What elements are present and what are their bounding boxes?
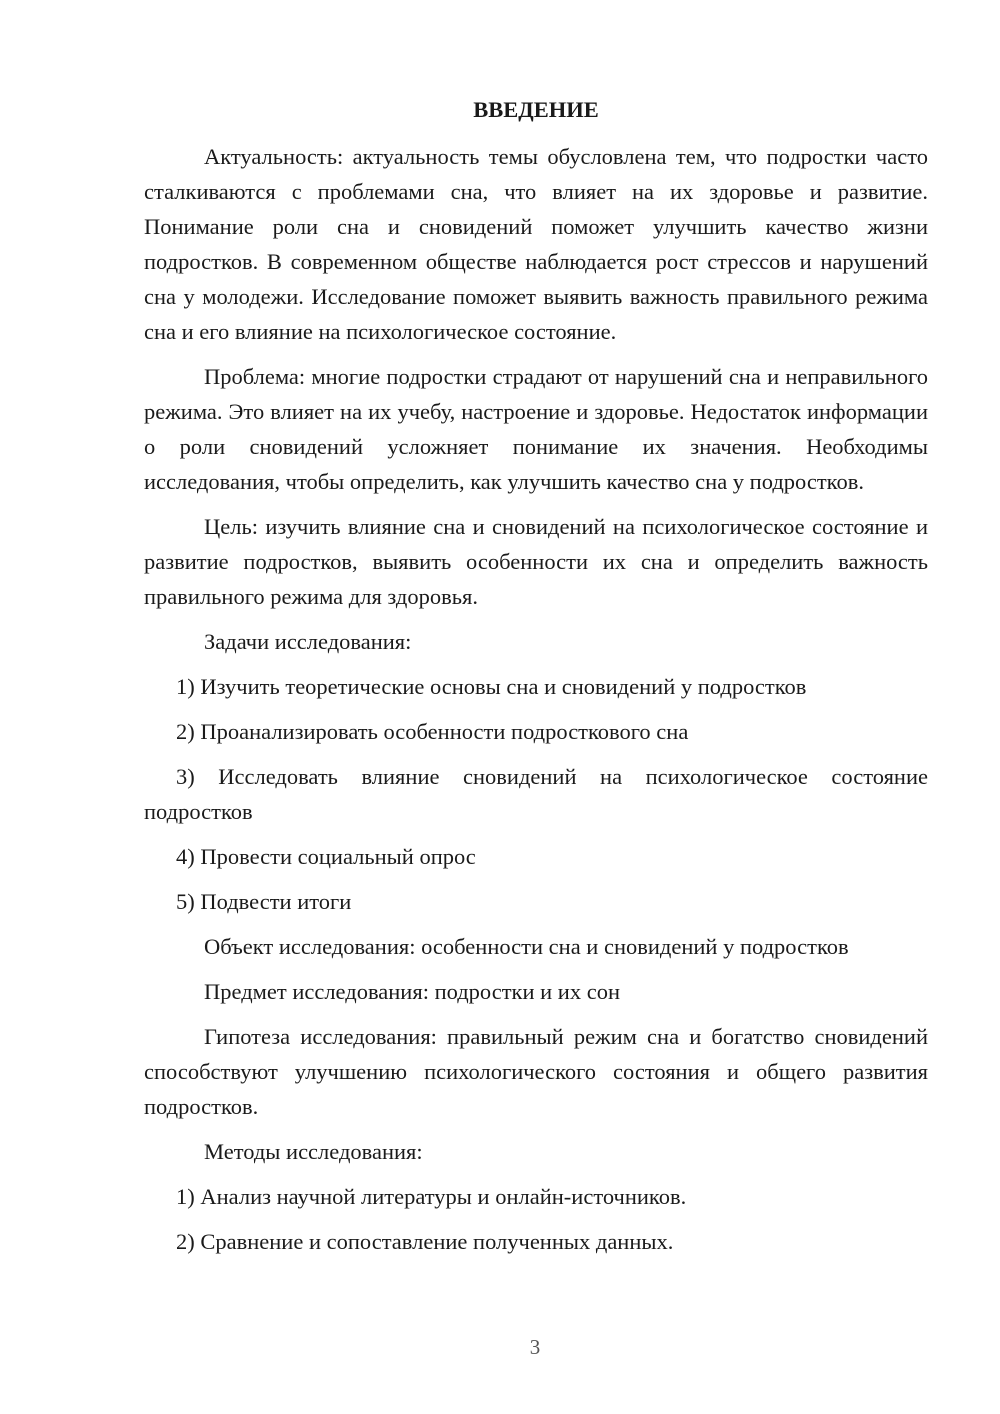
object-paragraph: Объект исследования: особенности сна и сновидений у подростков	[204, 934, 849, 959]
goal-paragraph: Цель: изучить влияние сна и сновидений на психологическое состояние и развитие подростков, выявить особенности их сна и определить важность правильного режима для здоровья.	[144, 514, 928, 609]
hypothesis-paragraph: Гипотеза исследования: правильный режим сна и богатство сновидений способствуют улучшению психологического состояния и общего развития подростков.	[144, 1024, 928, 1119]
task-item: 4) Провести социальный опрос	[176, 844, 476, 869]
task-item: 3) Исследовать влияние сновидений на психологическое состояние подростков	[144, 764, 928, 824]
task-item: 5) Подвести итоги	[176, 889, 352, 914]
page-number: 3	[529, 1335, 541, 1359]
method-item: 1) Анализ научной литературы и онлайн-источников.	[176, 1184, 687, 1209]
task-item: 2) Проанализировать особенности подросткового сна	[176, 719, 689, 744]
section-title: ВВЕДЕНИЕ	[473, 97, 599, 122]
relevance-paragraph: Актуальность: актуальность темы обусловлена тем, что подростки часто сталкиваются с проблемами сна, что влияет на их здоровье и развитие. Понимание роли сна и сновидений поможет улучшить качество жизни подростков. В современном обществе наблюдается рост стрессов и нарушений сна у молодежи. Исследование поможет выявить важность правильного режима сна и его влияние на психологическое состояние.	[144, 144, 928, 344]
tasks-heading: Задачи исследования:	[204, 629, 412, 654]
problem-paragraph: Проблема: многие подростки страдают от нарушений сна и неправильного режима. Это влияет на их учебу, настроение и здоровье. Недостаток информации о роли сновидений усложняет понимание их значения. Необходимы исследования, чтобы определить, как улучшить качество сна у подростков.	[144, 364, 928, 494]
method-item: 2) Сравнение и сопоставление полученных данных.	[176, 1229, 674, 1254]
task-item: 1) Изучить теоретические основы сна и сновидений у подростков	[176, 674, 807, 699]
methods-heading: Методы исследования:	[204, 1139, 423, 1164]
subject-paragraph: Предмет исследования: подростки и их сон	[204, 979, 620, 1004]
document-page	[144, 96, 928, 1269]
